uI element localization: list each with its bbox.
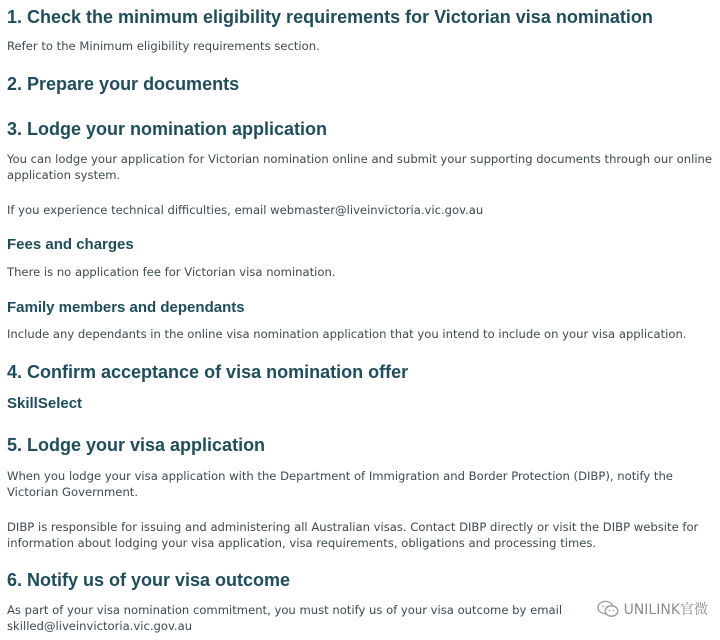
step-6-heading: 6. Notify us of your visa outcome [7,570,291,590]
fees-heading: Fees and charges [7,236,134,253]
step-5-text-1: When you lodge your visa application with the Department of Immigration and Border Protection (DIBP), notify the Victorian Government. [7,469,673,499]
step-2-heading: 2. Prepare your documents [7,74,240,94]
step-4-heading: 4. Confirm acceptance of visa nomination offer [7,362,409,382]
step-6-text-line-2: skilled@liveinvictoria.vic.gov.au [7,619,193,633]
family-heading: Family members and dependants [7,299,245,316]
wechat-icon [597,600,619,618]
step-1-text: Refer to the Minimum eligibility requirements section. [7,39,320,53]
watermark-text: UNILINK官微 [623,602,708,618]
fees-text: There is no application fee for Victorian visa nomination. [7,265,336,279]
step-3-text-1: You can lodge your application for Victorian nomination online and submit your supporting documents through our online application system. [7,152,713,182]
skillselect-heading: SkillSelect [7,395,83,412]
step-3-heading: 3. Lodge your nomination application [7,119,328,139]
watermark [593,598,712,620]
step-1-heading: 1. Check the minimum eligibility requirements for Victorian visa nomination [7,7,653,27]
step-5-heading: 5. Lodge your visa application [7,435,266,455]
step-3-text-2: If you experience technical difficulties, email webmaster@liveinvictoria.vic.gov.au [7,203,484,217]
step-6-text-line-1: As part of your visa nomination commitment, you must notify us of your visa outcome by email [7,603,563,617]
family-text: Include any dependants in the online visa nomination application that you intend to include on your visa application. [7,327,687,341]
step-5-text-2: DIBP is responsible for issuing and administering all Australian visas. Contact DIBP directly or visit the DIBP website for information about lodging your visa application, visa requirements, obligations and processing times. [7,520,699,550]
